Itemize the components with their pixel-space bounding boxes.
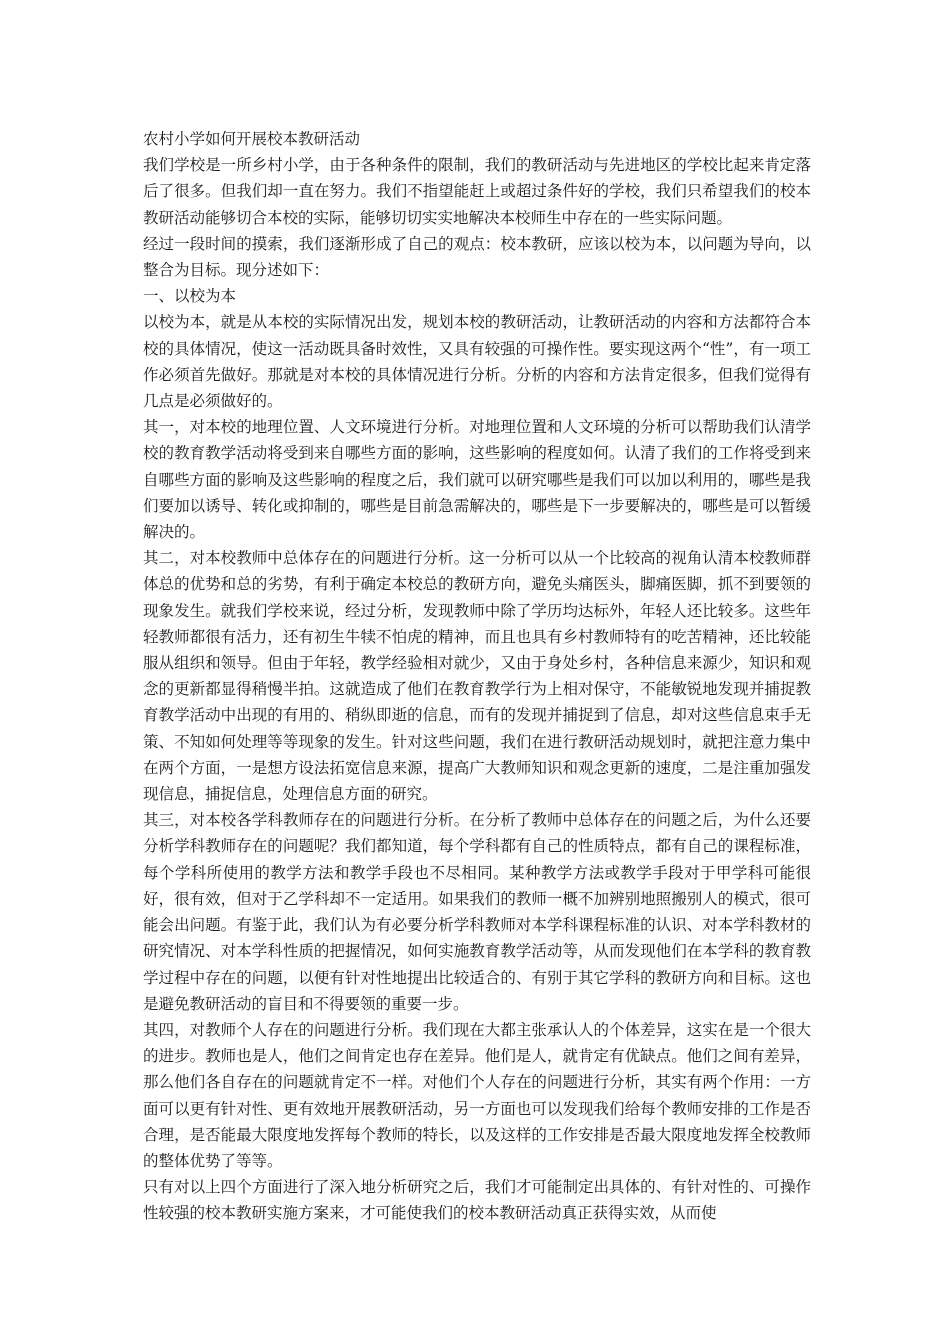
paragraph-conclusion: 只有对以上四个方面进行了深入地分析研究之后，我们才可能制定出具体的、有针对性的、可操作性较强的校本教研实施方案来，才可能使我们的校本教研活动真正获得实效，从而使 [143,1178,811,1223]
paragraph-point-1: 其一，对本校的地理位置、人文环境进行分析。对地理位置和人文环境的分析可以帮助我们认清学校的教育教学活动将受到来自哪些方面的影响，这些影响的程度如何。认清了我们的工作将受到来自哪些方面的影响及这些影响的程度之后，我们就可以研究哪些是我们可以加以利用的，哪些是我们要加以诱导、转化或抑制的，哪些是目前急需解决的，哪些是下一步要解决的，哪些是可以暂缓解决的。 [143,418,811,542]
document-title: 农村小学如何开展校本教研活动 [143,130,361,148]
document-body [143,126,811,1227]
paragraph-point-3: 其三，对本校各学科教师存在的问题进行分析。在分析了教师中总体存在的问题之后，为什么还要分析学科教师存在的问题呢？我们都知道，每个学科都有自己的性质特点，都有自己的课程标准，每个学科所使用的教学方法和教学手段也不尽相同。某种教学方法或教学手段对于甲学科可能很好，很有效，但对于乙学科却不一定适用。如果我们的教师一概不加辨别地照搬别人的模式，很可能会出问题。有鉴于此，我们认为有必要分析学科教师对本学科课程标准的认识、对本学科教材的研究情况、对本学科性质的把握情况，如何实施教育教学活动等，从而发现他们在本学科的教育教学过程中存在的问题，以便有针对性地提出比较适合的、有别于其它学科的教研方向和目标。这也是避免教研活动的盲目和不得要领的重要一步。 [143,811,811,1013]
paragraph-viewpoint: 经过一段时间的摸索，我们逐渐形成了自己的观点：校本教研，应该以校为本，以问题为导向，以整合为目标。现分述如下： [143,234,811,280]
section-heading-1: 一、以校为本 [143,287,237,306]
paragraph-point-2: 其二，对本校教师中总体存在的问题进行分析。这一分析可以从一个比较高的视角认清本校教师群体总的优势和总的劣势，有利于确定本校总的教研方向，避免头痛医头，脚痛医脚，抓不到要领的现象发生。就我们学校来说，经过分析，发现教师中除了学历均达标外，年轻人还比较多。这些年轻教师都很有活力，还有初生牛犊不怕虎的精神，而且也具有乡村教师特有的吃苦精神，还比较能服从组织和领导。但由于年轻，教学经验相对就少，又由于身处乡村，各种信息来源少，知识和观念的更新都显得稍慢半拍。这就造成了他们在教育教学行为上相对保守，不能敏锐地发现并捕捉教育教学活动中出现的有用的、稍纵即逝的信息，而有的发现并捕捉到了信息，却对这些信息束手无策、不知如何处理等等现象的发生。针对这些问题，我们在进行教研活动规划时，就把注意力集中在两个方面，一是想方设法拓宽信息来源，提高广大教师知识和观念更新的速度，二是注重加强发现信息，捕捉信息，处理信息方面的研究。 [143,549,811,804]
paragraph-intro: 我们学校是一所乡村小学，由于各种条件的限制，我们的教研活动与先进地区的学校比起来肯定落后了很多。但我们却一直在努力。我们不指望能赶上或超过条件好的学校，我们只希望我们的校本教研活动能够切合本校的实际，能够切切实实地解决本校师生中存在的一些实际问题。 [143,156,811,227]
paragraph-point-4: 其四，对教师个人存在的问题进行分析。我们现在大都主张承认人的个体差异，这实在是一个很大的进步。教师也是人，他们之间肯定也存在差异。他们是人，就肯定有优缺点。他们之间有差异，那么他们各自存在的问题就肯定不一样。对他们个人存在的问题进行分析，其实有两个作用：一方面可以更有针对性、更有效地开展教研活动，另一方面也可以发现我们给每个教师安排的工作是否合理，是否能最大限度地发挥每个教师的特长，以及这样的工作安排是否最大限度地发挥全校教师的整体优势了等等。 [143,1020,811,1170]
paragraph-school-based: 以校为本，就是从本校的实际情况出发，规划本校的教研活动，让教研活动的内容和方法都符合本校的具体情况，使这一活动既具备时效性，又具有较强的可操作性。要实现这两个“性”，有一项工作必须首先做好。那就是对本校的具体情况进行分析。分析的内容和方法肯定很多，但我们觉得有几点是必须做好的。 [143,313,811,411]
